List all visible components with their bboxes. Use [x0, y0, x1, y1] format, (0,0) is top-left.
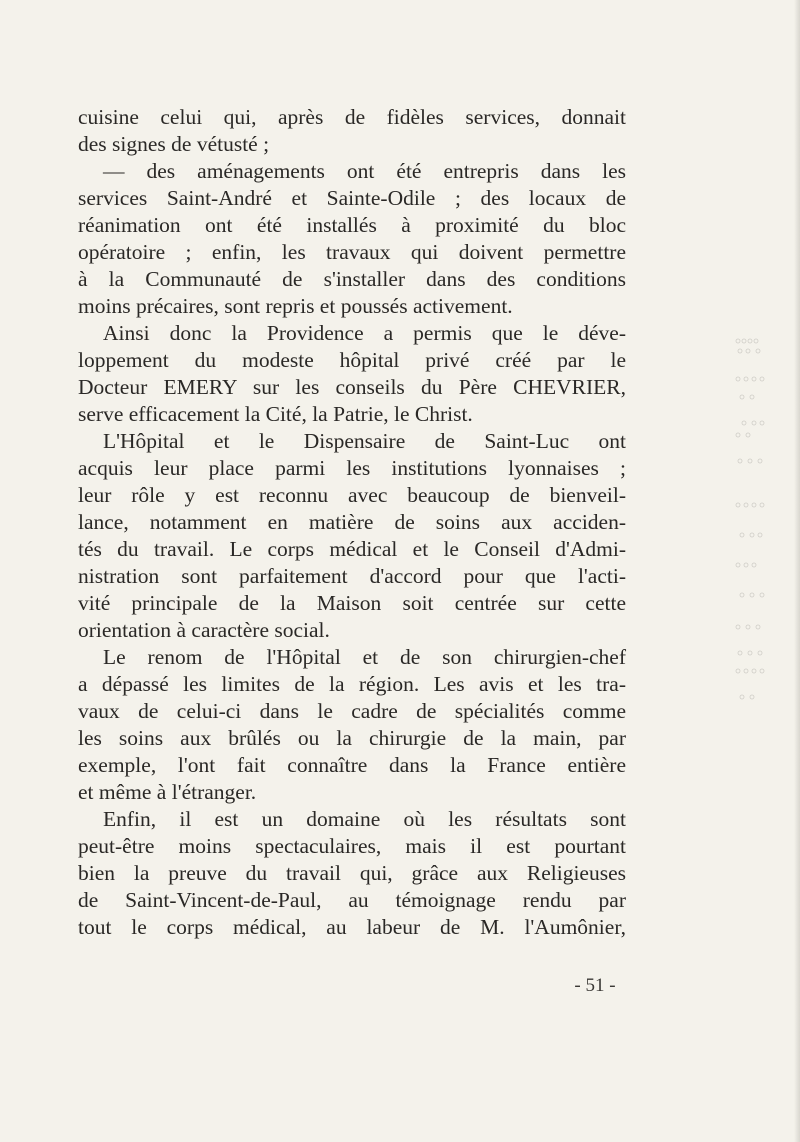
text-line: acquis leur place parmi les institutions lyonnaises ; [78, 456, 626, 480]
text-line: vité principale de la Maison soit centrée sur cette [78, 591, 626, 615]
text-line: tout le corps médical, au labeur de M. l'Aumônier, [78, 915, 626, 939]
body-text [78, 104, 626, 941]
text-line: moins précaires, sont repris et poussés activement. [78, 294, 513, 318]
page-edge-shadow [794, 0, 800, 1142]
text-line: exemple, l'ont fait connaître dans la France entière [78, 753, 626, 777]
page-number: - 51 - [574, 975, 616, 996]
text-line: L'Hôpital et le Dispensaire de Saint-Luc ont [103, 429, 626, 453]
text-line: services Saint-André et Sainte-Odile ; des locaux de [78, 186, 626, 210]
text-line: tés du travail. Le corps médical et le Conseil d'Admi- [78, 537, 626, 561]
text-line: cuisine celui qui, après de fidèles services, donnait [78, 105, 626, 129]
text-line: serve efficacement la Cité, la Patrie, le Christ. [78, 402, 473, 426]
bleed-through-marks [732, 335, 772, 715]
text-line: Ainsi donc la Providence a permis que le déve- [103, 321, 626, 345]
text-line: les soins aux brûlés ou la chirurgie de la main, par [78, 726, 626, 750]
text-line: réanimation ont été installés à proximité du bloc [78, 213, 626, 237]
text-line: leur rôle y est reconnu avec beaucoup de bienveil- [78, 483, 626, 507]
text-line: opératoire ; enfin, les travaux qui doivent permettre [78, 240, 626, 264]
text-line: — des aménagements ont été entrepris dans les [103, 159, 626, 183]
text-line: Le renom de l'Hôpital et de son chirurgien-chef [103, 645, 626, 669]
text-line: Docteur EMERY sur les conseils du Père CHEVRIER, [78, 375, 626, 399]
text-line: peut-être moins spectaculaires, mais il est pourtant [78, 834, 626, 858]
text-line: lance, notamment en matière de soins aux acciden- [78, 510, 626, 534]
text-line: à la Communauté de s'installer dans des conditions [78, 267, 626, 291]
text-line: bien la preuve du travail qui, grâce aux Religieuses [78, 861, 626, 885]
text-line: des signes de vétusté ; [78, 132, 270, 156]
text-line: de Saint-Vincent-de-Paul, au témoignage rendu par [78, 888, 626, 912]
text-line: et même à l'étranger. [78, 780, 257, 804]
text-line: orientation à caractère social. [78, 618, 330, 642]
text-line: Enfin, il est un domaine où les résultats sont [103, 807, 626, 831]
text-line: nistration sont parfaitement d'accord pour que l'acti- [78, 564, 626, 588]
text-line: loppement du modeste hôpital privé créé par le [78, 348, 626, 372]
text-line: a dépassé les limites de la région. Les avis et les tra- [78, 672, 626, 696]
text-line: vaux de celui-ci dans le cadre de spécialités comme [78, 699, 626, 723]
